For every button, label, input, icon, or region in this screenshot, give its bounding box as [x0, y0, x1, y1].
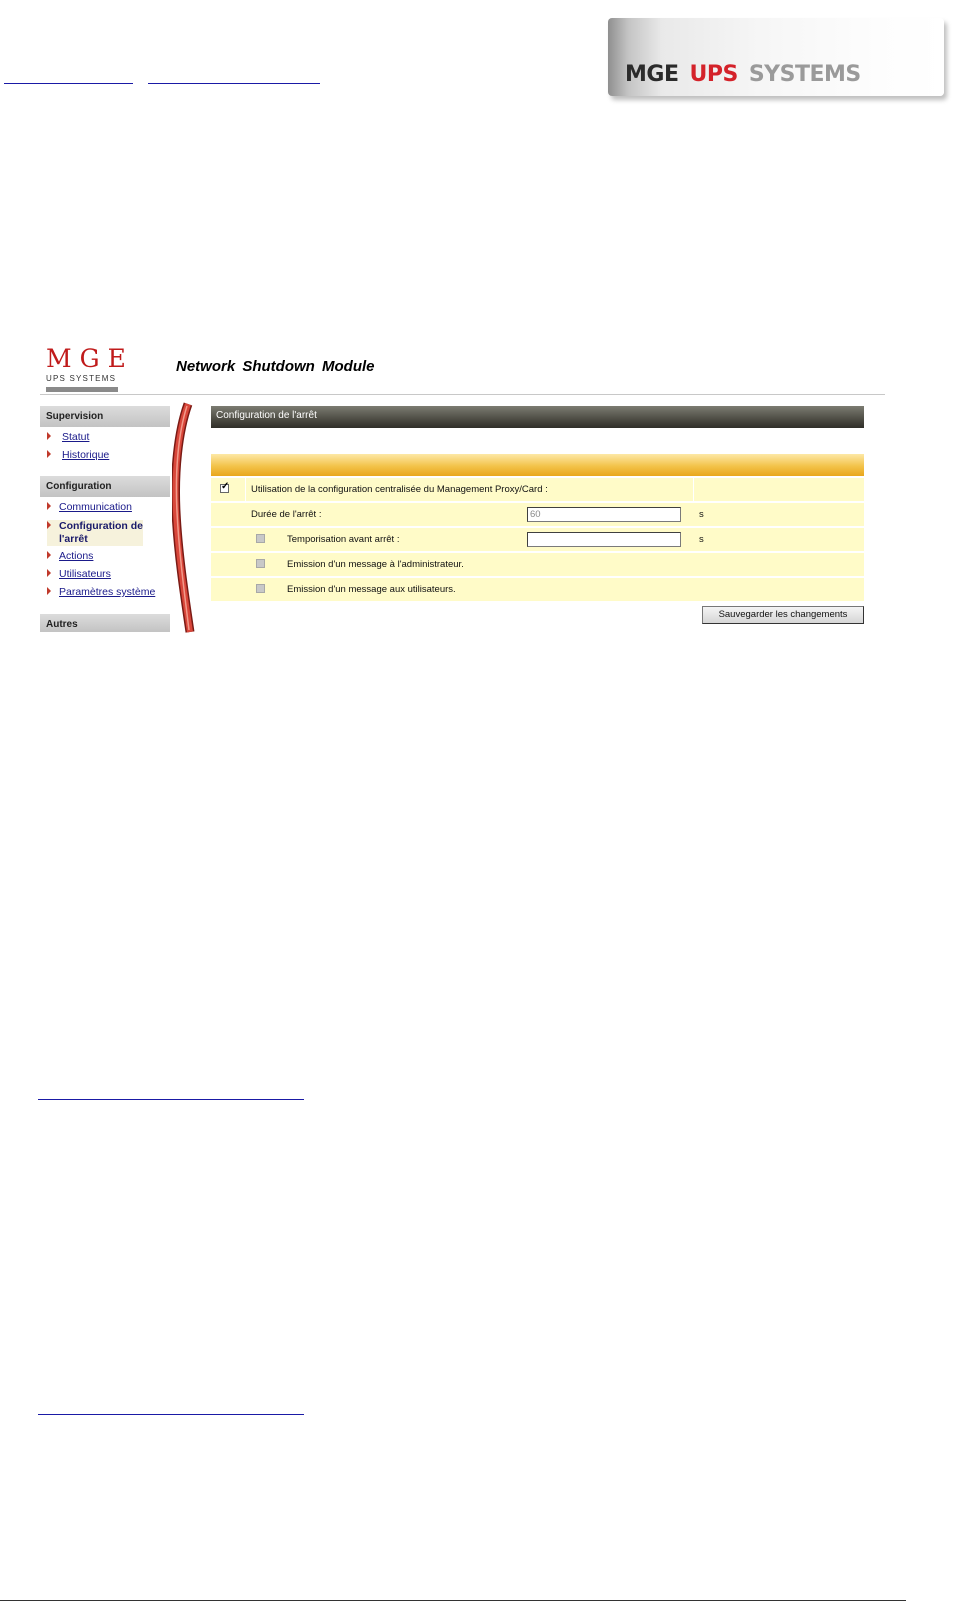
- sidebar-heading-configuration: Configuration: [40, 476, 170, 497]
- admin-message-label: Emission d'un message à l'administrateur.: [287, 559, 464, 570]
- header-divider: [40, 394, 885, 395]
- admin-message-checkbox[interactable]: [256, 559, 265, 568]
- centralized-config-label: Utilisation de la configuration centralisée du Management Proxy/Card :: [251, 484, 548, 495]
- embedded-screenshot: [40, 344, 885, 646]
- arrow-icon: [47, 502, 51, 510]
- shutdown-duration-label: Durée de l'arrêt :: [251, 509, 322, 520]
- sidebar-heading-supervision: Supervision: [40, 406, 170, 427]
- sidebar-item-statut[interactable]: Statut: [47, 431, 89, 443]
- sidebar-item-communication[interactable]: Communication: [47, 501, 132, 513]
- logo-bar: [46, 387, 118, 392]
- sidebar-heading-autres: Autres: [40, 614, 170, 632]
- sidebar-item-parametres-systeme[interactable]: Paramètres système: [47, 586, 155, 598]
- top-link-1[interactable]: [4, 83, 133, 84]
- user-message-checkbox[interactable]: [256, 584, 265, 593]
- arrow-icon: [47, 569, 51, 577]
- panel-band: [211, 454, 864, 476]
- user-message-label: Emission d'un message aux utilisateurs.: [287, 584, 456, 595]
- brand-mge: MGE: [625, 62, 679, 87]
- arrow-icon: [47, 432, 51, 440]
- logo-mge: MGE: [46, 344, 134, 373]
- save-changes-button[interactable]: Sauvegarder les changements: [702, 606, 864, 624]
- sidebar-item-actions[interactable]: Actions: [47, 550, 93, 562]
- delay-input[interactable]: [527, 532, 681, 547]
- app-title: Network Shutdown Module: [176, 358, 375, 375]
- row-user-message: [211, 578, 864, 601]
- sidebar-item-utilisateurs[interactable]: Utilisateurs: [47, 568, 111, 580]
- arrow-icon: [47, 450, 51, 458]
- footer-rule: [0, 1600, 906, 1601]
- brand-logo: [625, 62, 861, 87]
- row-admin-message: [211, 553, 864, 576]
- top-link-2[interactable]: [148, 83, 320, 84]
- shutdown-duration-input[interactable]: 60: [527, 507, 681, 522]
- brand-ups: UPS: [689, 62, 738, 87]
- sidebar-item-configuration-arret[interactable]: Configuration de l'arrêt: [47, 520, 143, 546]
- bottom-link-1[interactable]: [38, 1099, 304, 1100]
- sidebar-item-historique[interactable]: Historique: [47, 449, 109, 461]
- delay-label: Temporisation avant arrêt :: [287, 534, 400, 545]
- row-centralized-config: [211, 478, 864, 501]
- delay-checkbox[interactable]: [256, 534, 265, 543]
- arrow-icon: [47, 521, 51, 529]
- delay-unit: s: [699, 534, 704, 545]
- row-separator: [245, 478, 246, 501]
- row-shutdown-duration: [211, 503, 864, 526]
- row-delay-before-shutdown: [211, 528, 864, 551]
- arrow-icon: [47, 551, 51, 559]
- mge-logo: [44, 344, 134, 400]
- centralized-config-checkbox[interactable]: [220, 484, 229, 493]
- arrow-icon: [47, 587, 51, 595]
- cable-decoration: [172, 402, 212, 634]
- bottom-link-2[interactable]: [38, 1414, 304, 1415]
- row-separator: [693, 478, 694, 501]
- mge-brand-banner: [608, 18, 948, 100]
- panel-title: Configuration de l'arrêt: [211, 406, 864, 428]
- logo-tagline: UPS SYSTEMS: [46, 374, 117, 383]
- brand-systems: SYSTEMS: [748, 62, 861, 87]
- shutdown-duration-unit: s: [699, 509, 704, 520]
